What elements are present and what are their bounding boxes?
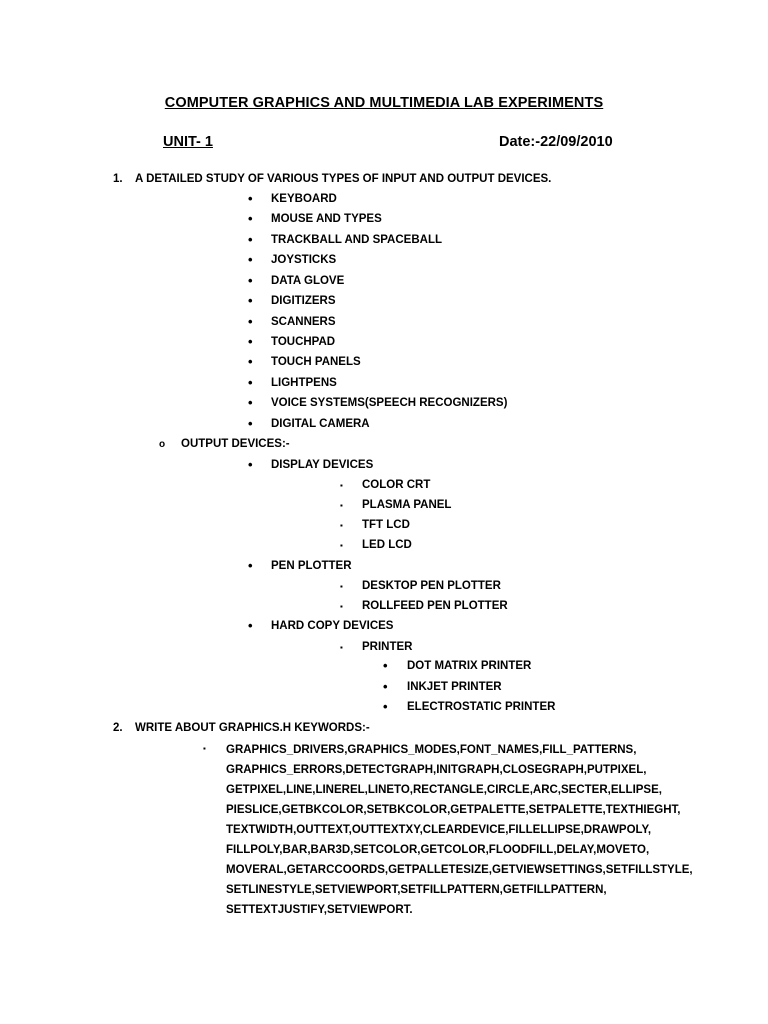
bullet-icon: • [248, 395, 253, 410]
q1-text: A DETAILED STUDY OF VARIOUS TYPES OF INPUT AND OUTPUT DEVICES. [135, 173, 552, 185]
keywords-paragraph: GRAPHICS_DRIVERS,GRAPHICS_MODES,FONT_NAMES,FILL_PATTERNS, GRAPHICS_ERRORS,DETECTGRAPH,INITGRAPH,CLOSEGRAPH,PUTPIXEL, GETPIXEL,LINE,LINEREL,LINETO,RECTANGLE,CIRCLE,ARC,SECTER,ELLIPSE, PIESLICE,GETBKCOLOR,SETBKCOLOR,GETPALETTE,SETPALETTE,TEXTHIEGHT, TEXTWIDTH,OUTTEXT,OUTTEXTXY,CLEARDEVICE,FILLELLIPSE,DRAWPOLY, FILLPOLY,BAR,BAR3D,SETCOLOR,GETCOLOR,FLOODFILL,DELAY,MOVETO, MOVERAL,GETARCCOORDS,GETPALLETESIZE,GETVIEWSETTINGS,SETFILLSTYLE, SETLINESTYLE,SETVIEWPORT,SETFILLPATTERN,GETFILLPATTERN, SETTEXTJUSTIFY,SETVIEWPORT. [226, 744, 693, 916]
list-item: KEYBOARD [271, 193, 337, 205]
square-bullet-icon: ▪ [340, 501, 343, 510]
bullet-icon: • [248, 558, 253, 573]
list-item: DESKTOP PEN PLOTTER [362, 580, 501, 592]
document-title: COMPUTER GRAPHICS AND MULTIMEDIA LAB EXPERIMENTS [164, 95, 604, 111]
square-bullet-icon: ▪ [340, 582, 343, 591]
square-bullet-icon: ▪ [203, 744, 206, 753]
bullet-icon: • [248, 375, 253, 390]
list-item: TOUCHPAD [271, 336, 336, 348]
q2-number: 2. [113, 722, 123, 734]
square-bullet-icon: ▪ [340, 602, 343, 611]
bullet-icon: • [248, 354, 253, 369]
list-item: TRACKBALL AND SPACEBALL [271, 234, 443, 246]
list-item: DOT MATRIX PRINTER [407, 660, 532, 672]
hard-copy-devices-item: HARD COPY DEVICES [271, 620, 394, 632]
bullet-icon: • [248, 252, 253, 267]
square-bullet-icon: ▪ [340, 643, 343, 652]
list-item: COLOR CRT [362, 479, 431, 491]
bullet-icon: • [248, 618, 253, 633]
list-item: TOUCH PANELS [271, 356, 361, 368]
list-item: JOYSTICKS [271, 254, 337, 266]
list-item: DIGITIZERS [271, 295, 336, 307]
list-item: LIGHTPENS [271, 377, 337, 389]
square-bullet-icon: ▪ [340, 481, 343, 490]
q1-number: 1. [113, 173, 123, 185]
list-item: DIGITAL CAMERA [271, 418, 370, 430]
bullet-icon: • [383, 699, 388, 714]
list-item: DATA GLOVE [271, 275, 345, 287]
bullet-icon: • [383, 658, 388, 673]
output-devices-heading: OUTPUT DEVICES:- [181, 438, 290, 450]
square-bullet-icon: ▪ [340, 521, 343, 530]
list-item: ROLLFEED PEN PLOTTER [362, 600, 508, 612]
bullet-icon: • [383, 679, 388, 694]
bullet-icon: • [248, 457, 253, 472]
bullet-icon: • [248, 232, 253, 247]
bullet-icon: • [248, 191, 253, 206]
list-item: SCANNERS [271, 316, 336, 328]
list-item: LED LCD [362, 539, 412, 551]
bullet-icon: • [248, 211, 253, 226]
bullet-icon: • [248, 416, 253, 431]
list-item: INKJET PRINTER [407, 681, 502, 693]
list-item: VOICE SYSTEMS(SPEECH RECOGNIZERS) [271, 397, 508, 409]
list-item: PLASMA PANEL [362, 499, 452, 511]
bullet-icon: • [248, 273, 253, 288]
list-item: TFT LCD [362, 519, 410, 531]
unit-label: UNIT- 1 [163, 134, 213, 150]
list-item: ELECTROSTATIC PRINTER [407, 701, 556, 713]
printer-item: PRINTER [362, 641, 413, 653]
display-devices-item: DISPLAY DEVICES [271, 459, 374, 471]
pen-plotter-item: PEN PLOTTER [271, 560, 352, 572]
square-bullet-icon: ▪ [340, 541, 343, 550]
bullet-icon: • [248, 293, 253, 308]
circle-bullet-icon: o [159, 439, 166, 450]
bullet-icon: • [248, 314, 253, 329]
list-item: MOUSE AND TYPES [271, 213, 382, 225]
q2-text: WRITE ABOUT GRAPHICS.H KEYWORDS:- [135, 722, 370, 734]
date-label: Date:-22/09/2010 [499, 134, 613, 150]
bullet-icon: • [248, 334, 253, 349]
